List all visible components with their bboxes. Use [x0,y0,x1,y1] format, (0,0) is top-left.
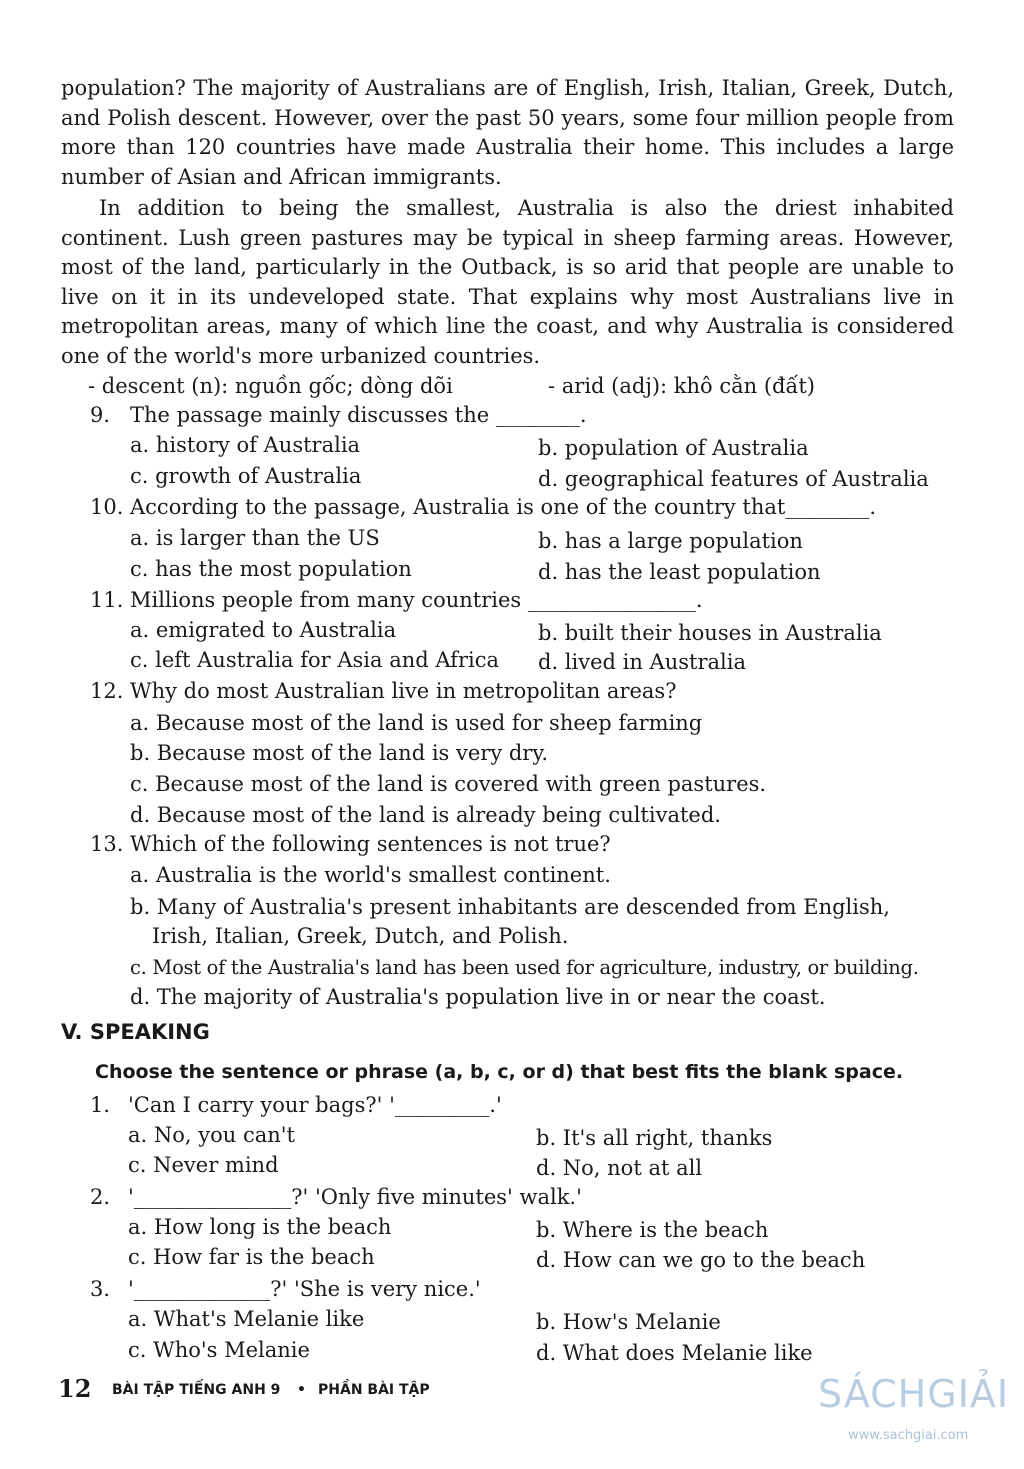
question-11-option-d: d. lived in Australia [538,650,746,674]
speaking-question-1-stem: 'Can I carry your bags?' '_________.' [128,1093,502,1117]
question-11-stem: Millions people from many countries ________________. [130,588,703,612]
speaking-question-1-option-c: c. Never mind [128,1153,279,1177]
question-9-option-b: b. population of Australia [538,436,809,460]
question-13-option-c: c. Most of the Australia's land has been used for agriculture, industry, or building. [130,956,919,979]
question-13-stem: Which of the following sentences is not true? [130,832,611,856]
question-11-option-c: c. left Australia for Asia and Africa [130,648,499,672]
speaking-question-3-number: 3. [90,1277,111,1301]
speaking-question-2-stem: '_______________?' 'Only five minutes' walk.' [128,1185,582,1209]
question-12-option-a: a. Because most of the land is used for sheep farming [130,711,703,735]
speaking-question-1-option-b: b. It's all right, thanks [536,1126,773,1150]
footer-bullet: • [297,1382,306,1398]
speaking-question-1-number: 1. [90,1093,111,1117]
speaking-instruction: Choose the sentence or phrase (a, b, c, or d) that best fits the blank space. [95,1061,904,1083]
question-12-option-d: d. Because most of the land is already being cultivated. [130,803,721,827]
question-9-number: 9. [90,403,111,427]
question-10-stem: According to the passage, Australia is one of the country that________. [130,495,877,519]
watermark-logo: SÁCHGIẢI [818,1372,1010,1416]
speaking-question-3-option-c: c. Who's Melanie [128,1338,310,1362]
speaking-question-1-option-d: d. No, not at all [536,1156,703,1180]
page-number: 12 [58,1374,92,1403]
section-heading-speaking: V. SPEAKING [61,1020,210,1044]
vocab-descent: - descent (n): nguồn gốc; dòng dõi [88,374,453,398]
question-9-option-d: d. geographical features of Australia [538,467,929,491]
speaking-question-2-option-c: c. How far is the beach [128,1245,375,1269]
question-10-option-a: a. is larger than the US [130,526,380,550]
footer-book-title: BÀI TẬP TIẾNG ANH 9 [112,1382,281,1398]
question-12-number: 12. [90,679,124,703]
question-12-option-c: c. Because most of the land is covered with green pastures. [130,772,767,796]
question-11-option-b: b. built their houses in Australia [538,621,882,645]
footer-section: PHẦN BÀI TẬP [318,1382,430,1398]
watermark-url: www.sachgiai.com [848,1428,969,1443]
question-12-stem: Why do most Australian live in metropolitan areas? [130,679,677,703]
question-10-option-b: b. has a large population [538,529,803,553]
question-9-option-c: c. growth of Australia [130,464,362,488]
question-13-option-d: d. The majority of Australia's population live in or near the coast. [130,985,826,1009]
question-13-option-b-continued: Irish, Italian, Greek, Dutch, and Polish. [152,924,569,948]
question-13-option-a: a. Australia is the world's smallest continent. [130,863,611,887]
question-11-number: 11. [90,588,124,612]
question-10-number: 10. [90,495,124,519]
question-9-option-a: a. history of Australia [130,433,361,457]
speaking-question-3-option-b: b. How's Melanie [536,1310,721,1334]
question-10-option-d: d. has the least population [538,560,821,584]
speaking-question-3-option-a: a. What's Melanie like [128,1307,365,1331]
speaking-question-1-option-a: a. No, you can't [128,1123,295,1147]
passage-paragraph-2: In addition to being the smallest, Australia is also the driest inhabited continent. Lush green pastures may be typical in sheep farming areas. However, most of the land, particularly in the Outback, is so arid that people are unable to live on it in its undeveloped state. That explains why most Australians live in metropolitan areas, many of which line the coast, and why Australia is considered one of the world's more urbanized countries. [61,196,954,368]
speaking-question-3-stem: '_____________?' 'She is very nice.' [128,1277,481,1301]
question-9-stem: The passage mainly discusses the ________. [130,403,587,427]
speaking-question-2-option-d: d. How can we go to the beach [536,1248,866,1272]
question-10-option-c: c. has the most population [130,557,412,581]
question-13-option-b: b. Many of Australia's present inhabitants are descended from English, [130,895,890,919]
speaking-question-2-option-a: a. How long is the beach [128,1215,392,1239]
speaking-question-3-option-d: d. What does Melanie like [536,1341,813,1365]
question-12-option-b: b. Because most of the land is very dry. [130,741,549,765]
speaking-question-2-number: 2. [90,1185,111,1209]
question-13-number: 13. [90,832,124,856]
question-11-option-a: a. emigrated to Australia [130,618,397,642]
speaking-question-2-option-b: b. Where is the beach [536,1218,769,1242]
passage-paragraph-1: population? The majority of Australians are of English, Irish, Italian, Greek, Dutch, and Polish descent. However, over the past 50 years, some four million people from more than 120 countries have made Australia their home. This includes a large number of Asian and African immigrants. [61,76,954,189]
vocab-arid: - arid (adj): khô cằn (đất) [548,374,815,398]
